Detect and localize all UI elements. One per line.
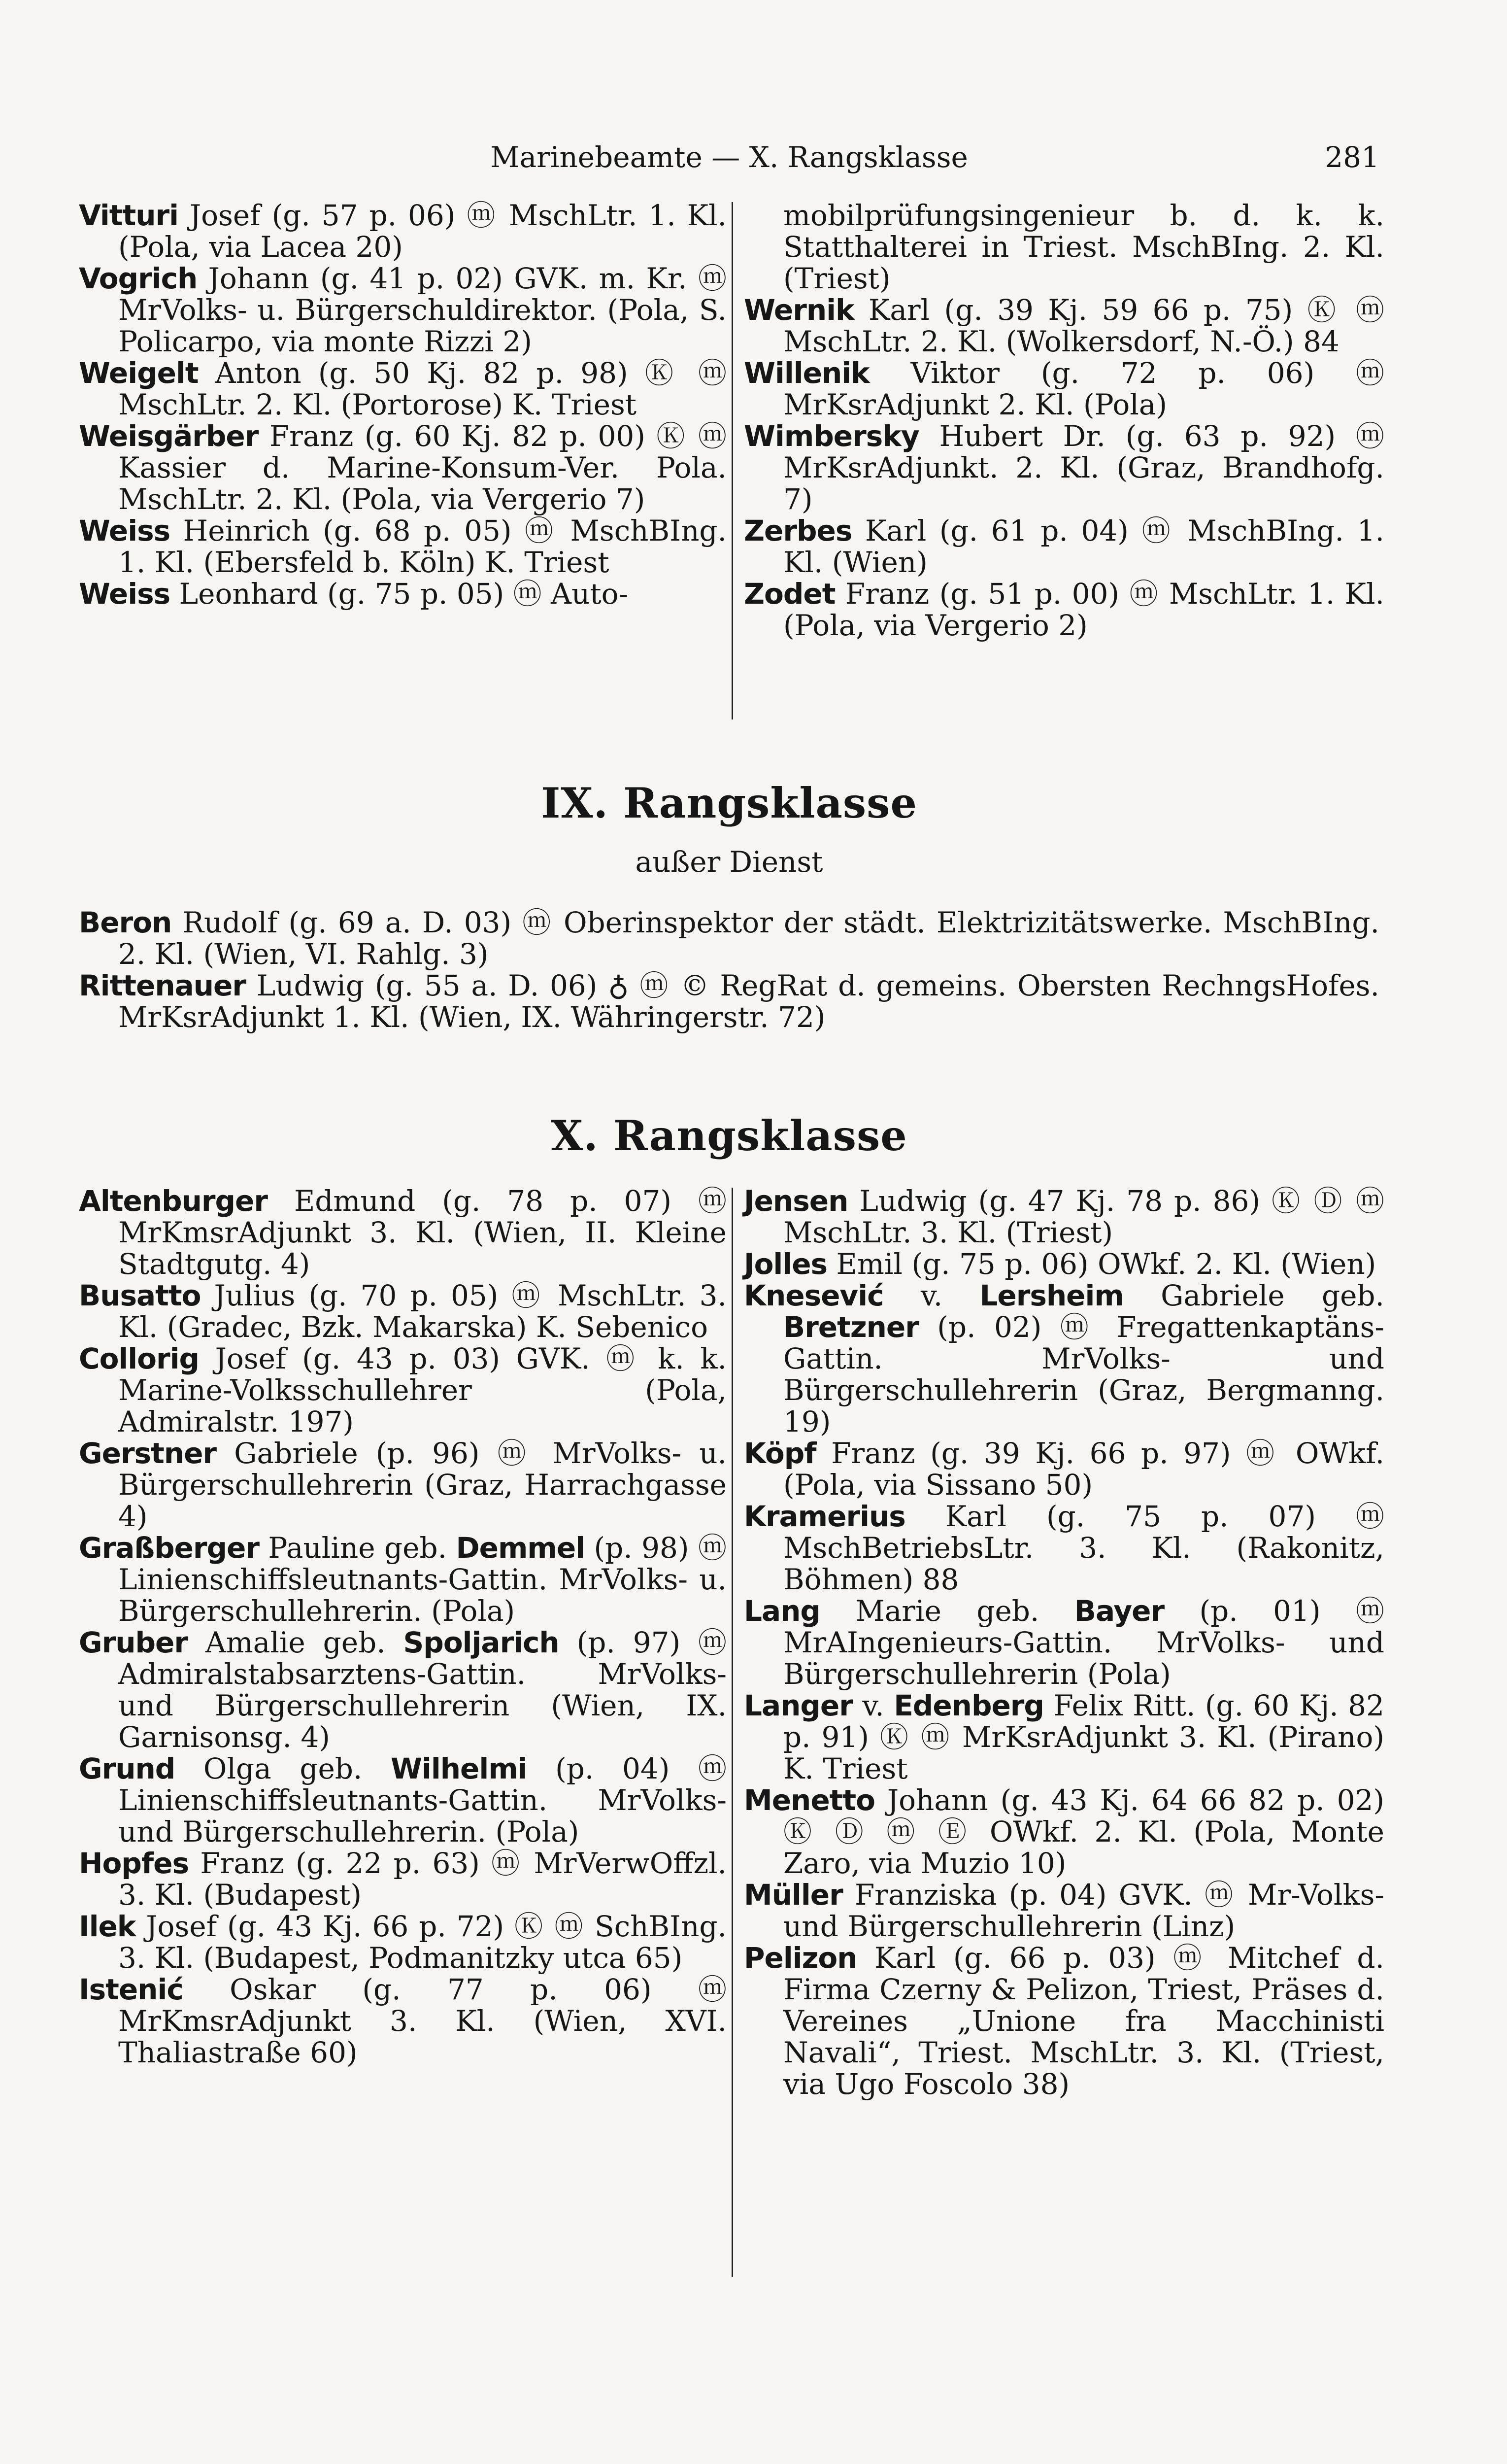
entry: Jensen Ludwig (g. 47 Kj. 78 p. 86) Ⓚ Ⓓ ⓜ MschLtr. 3. Kl. (Triest) [744, 1184, 1384, 1249]
top-right-column [744, 200, 1384, 641]
entry: Beron Rudolf (g. 69 a. D. 03) ⓜ Oberinspektor der städt. Elektrizitätswerke. MschBIng. 2. Kl. (Wien, VI. Rahlg. 3) [79, 906, 1379, 971]
entry: Ilek Josef (g. 43 Kj. 66 p. 72) Ⓚ ⓜ SchBIng. 3. Kl. (Budapest, Podmanitzky utca 65) [79, 1910, 727, 1975]
entry: Zerbes Karl (g. 61 p. 04) ⓜ MschBIng. 1. Kl. (Wien) [744, 514, 1384, 579]
page-number: 281 [1325, 140, 1379, 174]
entry: Busatto Julius (g. 70 p. 05) ⓜ MschLtr. 3. Kl. (Gradec, Bzk. Makarska) K. Sebenico [79, 1279, 727, 1344]
entry: Istenić Oskar (g. 77 p. 06) ⓜ MrKmsrAdjunkt 3. Kl. (Wien, XVI. Thaliastraße 60) [79, 1973, 727, 2069]
entry: Wernik Karl (g. 39 Kj. 59 66 p. 75) Ⓚ ⓜ MschLtr. 2. Kl. (Wolkersdorf, N.-Ö.) 84 [744, 293, 1384, 358]
section-subtitle-ix: außer Dienst [635, 845, 823, 879]
entry: Knesević v. Lersheim Gabriele geb. Bretzner (p. 02) ⓜ Fregattenkaptäns-Gattin. MrVolks- und Bürgerschullehrerin (Graz, Bergmanng. 19) [744, 1279, 1384, 1438]
entry: Collorig Josef (g. 43 p. 03) GVK. ⓜ k. k. Marine-Volksschullehrer (Pola, Admiralstr. 197) [79, 1342, 727, 1438]
column-divider [732, 1188, 733, 2277]
entry: Weiss Leonhard (g. 75 p. 05) ⓜ Auto- [79, 577, 629, 611]
entry: Jolles Emil (g. 75 p. 06) OWkf. 2. Kl. (Wien) [744, 1247, 1376, 1281]
section-x-left-column [79, 1185, 727, 2068]
entry: Vogrich Johann (g. 41 p. 02) GVK. m. Kr. ⓜ MrVolks- u. Bürgerschuldirektor. (Pola, S. Policarpo, via monte Rizzi 2) [79, 262, 727, 358]
entry: Kramerius Karl (g. 75 p. 07) ⓜ MschBetriebsLtr. 3. Kl. (Rakonitz, Böhmen) 88 [744, 1500, 1384, 1596]
entry: Weiss Heinrich (g. 68 p. 05) ⓜ MschBIng. 1. Kl. (Ebersfeld b. Köln) K. Triest [79, 514, 727, 579]
top-left-column [79, 200, 727, 610]
entry: Gerstner Gabriele (p. 96) ⓜ MrVolks- u. Bürgerschullehrerin (Graz, Harrachgasse 4) [79, 1437, 727, 1533]
entry: Zodet Franz (g. 51 p. 00) ⓜ MschLtr. 1. Kl. (Pola, via Vergerio 2) [744, 577, 1384, 642]
section-title-x: X. Rangsklasse [551, 1111, 907, 1160]
section-ix-entries [79, 907, 1379, 1033]
entry: Willenik Viktor (g. 72 p. 06) ⓜ MrKsrAdjunkt 2. Kl. (Pola) [744, 356, 1384, 421]
entry: Weigelt Anton (g. 50 Kj. 82 p. 98) Ⓚ ⓜ MschLtr. 2. Kl. (Portorose) K. Triest [79, 356, 727, 421]
entry: Vitturi Josef (g. 57 p. 06) ⓜ MschLtr. 1. Kl. (Pola, via Lacea 20) [79, 199, 727, 264]
section-title-ix: IX. Rangsklasse [541, 779, 917, 827]
entry: Langer v. Edenberg Felix Ritt. (g. 60 Kj. 82 p. 91) Ⓚ ⓜ MrKsrAdjunkt 3. Kl. (Pirano) K. Triest [744, 1689, 1384, 1785]
entry: Müller Franziska (p. 04) GVK. ⓜ Mr-Volks- und Bürgerschullehrerin (Linz) [744, 1878, 1384, 1943]
entry: Graßberger Pauline geb. Demmel (p. 98) ⓜ Linienschiffsleutnants-Gattin. MrVolks- u. Bürgerschullehrerin. (Pola) [79, 1531, 727, 1628]
entry: Gruber Amalie geb. Spoljarich (p. 97) ⓜ Admiralstabsarztens-Gattin. MrVolks- und Bürgerschullehrerin (Wien, IX. Garnisonsg. 4) [79, 1626, 727, 1754]
entry: Köpf Franz (g. 39 Kj. 66 p. 97) ⓜ OWkf. (Pola, via Sissano 50) [744, 1437, 1384, 1502]
column-divider [732, 202, 733, 719]
entry: Grund Olga geb. Wilhelmi (p. 04) ⓜ Linienschiffsleutnants-Gattin. MrVolks- und Bürgerschullehrerin. (Pola) [79, 1752, 727, 1848]
entry: Lang Marie geb. Bayer (p. 01) ⓜ MrAIngenieurs-Gattin. MrVolks- und Bürgerschullehrerin (Pola) [744, 1594, 1384, 1691]
running-title: Marinebeamte — X. Rangsklasse [490, 140, 968, 174]
page-header [79, 140, 1379, 185]
entry: Wimbersky Hubert Dr. (g. 63 p. 92) ⓜ MrKsrAdjunkt. 2. Kl. (Graz, Brandhofg. 7) [744, 419, 1384, 516]
entry: Menetto Johann (g. 43 Kj. 64 66 82 p. 02) Ⓚ Ⓓ ⓜ Ⓔ OWkf. 2. Kl. (Pola, Monte Zaro, via Muzio 10) [744, 1783, 1384, 1880]
entry: Rittenauer Ludwig (g. 55 a. D. 06) ♁ ⓜ © RegRat d. gemeins. Obersten RechngsHofes. MrKsrAdjunkt 1. Kl. (Wien, IX. Währingerstr. 72) [79, 969, 1379, 1034]
section-x-right-column [744, 1185, 1384, 2100]
entry: Altenburger Edmund (g. 78 p. 07) ⓜ MrKmsrAdjunkt 3. Kl. (Wien, II. Kleine Stadtgutg. 4) [79, 1184, 727, 1281]
entry: Hopfes Franz (g. 22 p. 63) ⓜ MrVerwOffzl. 3. Kl. (Budapest) [79, 1847, 727, 1912]
entry: Pelizon Karl (g. 66 p. 03) ⓜ Mitchef d. Firma Czerny & Pelizon, Triest, Präses d. Vereines „Unione fra Macchinisti Navali“, Triest. MschLtr. 3. Kl. (Triest, via Ugo Foscolo 38) [744, 1941, 1384, 2101]
entry: Weisgärber Franz (g. 60 Kj. 82 p. 00) Ⓚ ⓜ Kassier d. Marine-Konsum-Ver. Pola. MschLtr. 2. Kl. (Pola, via Vergerio 7) [79, 419, 727, 516]
entry-continuation: mobilprüfungsingenieur b. d. k. k. Statthalterei in Triest. MschBIng. 2. Kl. (Triest) [783, 199, 1384, 295]
